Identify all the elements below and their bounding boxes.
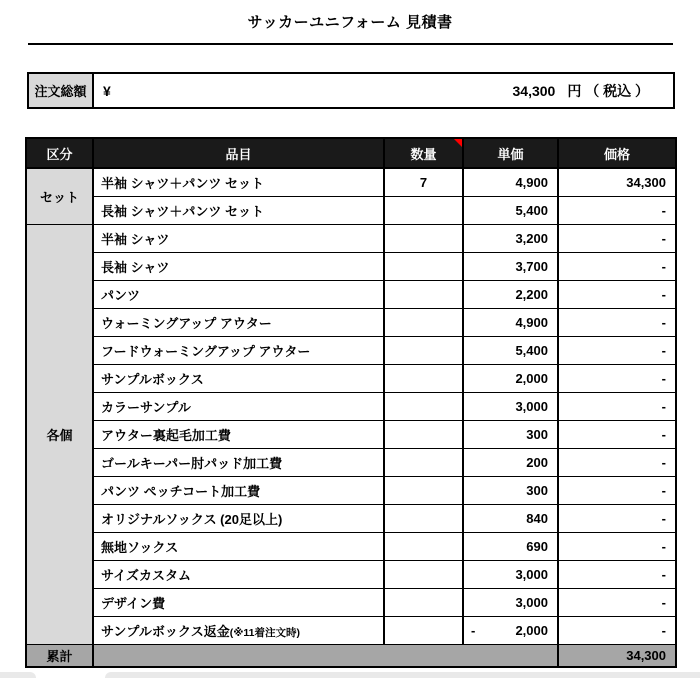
item-note: (※11着注文時) — [229, 626, 301, 639]
unit-price-cell[interactable]: 200 — [463, 448, 558, 476]
order-total-value-cell[interactable] — [94, 74, 673, 107]
page-title: サッカーユニフォーム 見積書 — [247, 14, 453, 31]
unit-price-cell[interactable]: 2,200 — [463, 280, 558, 308]
table-row — [26, 504, 676, 532]
price-cell[interactable]: - — [558, 476, 676, 504]
price-cell[interactable]: - — [558, 336, 676, 364]
unit-price-cell[interactable]: 3,000 — [463, 392, 558, 420]
col-header-category[interactable]: 区分 — [26, 138, 93, 168]
item-cell[interactable]: パンツ ペッチコート加工費 — [93, 476, 384, 504]
price-cell[interactable]: - — [558, 448, 676, 476]
table-row — [26, 280, 676, 308]
unit-price-cell[interactable]: 300 — [463, 420, 558, 448]
qty-cell[interactable] — [384, 504, 463, 532]
unit-price-cell[interactable]: 5,400 — [463, 336, 558, 364]
unit-price-cell[interactable]: 2,000 — [463, 364, 558, 392]
grand-total-row — [26, 644, 676, 667]
price-cell[interactable]: - — [558, 560, 676, 588]
unit-price-cell[interactable]: 3,200 — [463, 224, 558, 252]
item-cell[interactable]: 長袖 シャツ＋パンツ セット — [93, 196, 384, 224]
unit-price-cell[interactable]: 690 — [463, 532, 558, 560]
qty-cell[interactable] — [384, 560, 463, 588]
unit-price-cell[interactable]: 840 — [463, 504, 558, 532]
unit-price-cell[interactable]: 4,900 — [463, 168, 558, 196]
table-header-row — [26, 138, 676, 168]
price-cell[interactable]: - — [558, 616, 676, 644]
qty-cell[interactable] — [384, 308, 463, 336]
qty-cell[interactable] — [384, 588, 463, 616]
qty-cell[interactable] — [384, 448, 463, 476]
price-cell[interactable]: 34,300 — [558, 168, 676, 196]
table-row — [26, 588, 676, 616]
table-row — [26, 420, 676, 448]
price-cell[interactable]: - — [558, 532, 676, 560]
item-cell[interactable]: 半袖 シャツ — [93, 224, 384, 252]
price-cell[interactable]: - — [558, 364, 676, 392]
qty-cell[interactable] — [384, 476, 463, 504]
price-cell[interactable]: - — [558, 588, 676, 616]
unit-price-cell[interactable]: - 2,000 — [463, 616, 558, 644]
price-cell[interactable]: - — [558, 224, 676, 252]
col-header-item[interactable]: 品目 — [93, 138, 384, 168]
item-cell[interactable]: ウォーミングアップ アウター — [93, 308, 384, 336]
qty-cell[interactable] — [384, 364, 463, 392]
price-cell[interactable]: - — [558, 252, 676, 280]
grand-total-price[interactable]: 34,300 — [558, 644, 676, 667]
unit-price-cell[interactable]: 3,700 — [463, 252, 558, 280]
qty-cell[interactable] — [384, 196, 463, 224]
tab-remnant-left — [0, 672, 36, 678]
item-cell[interactable]: サンプルボックス — [93, 364, 384, 392]
qty-cell[interactable] — [384, 336, 463, 364]
qty-cell[interactable] — [384, 392, 463, 420]
price-cell[interactable]: - — [558, 420, 676, 448]
table-row — [26, 476, 676, 504]
qty-cell[interactable] — [384, 616, 463, 644]
qty-cell[interactable] — [384, 280, 463, 308]
table-row — [26, 448, 676, 476]
price-cell[interactable]: - — [558, 308, 676, 336]
order-total-suffix: 円 （ 税込 ） — [567, 82, 649, 99]
order-total-box — [27, 72, 675, 109]
item-cell[interactable]: 無地ソックス — [93, 532, 384, 560]
col-header-qty-label: 数量 — [410, 146, 437, 162]
table-row — [26, 336, 676, 364]
qty-cell[interactable]: 7 — [384, 168, 463, 196]
price-cell[interactable]: - — [558, 196, 676, 224]
table-row — [26, 196, 676, 224]
category-cell[interactable]: セット — [26, 168, 93, 224]
table-row — [26, 168, 676, 196]
unit-price-cell[interactable]: 5,400 — [463, 196, 558, 224]
category-cell[interactable]: 各個 — [26, 224, 93, 644]
order-total-amount: 34,300 — [512, 82, 556, 99]
item-cell[interactable]: アウター裏起毛加工費 — [93, 420, 384, 448]
quote-table-body — [26, 168, 676, 644]
item-cell[interactable]: 長袖 シャツ — [93, 252, 384, 280]
item-cell[interactable]: カラーサンプル — [93, 392, 384, 420]
comment-marker-icon — [454, 139, 462, 147]
qty-cell[interactable] — [384, 532, 463, 560]
order-total-label: 注文総額 — [29, 74, 94, 107]
unit-price-cell[interactable]: 4,900 — [463, 308, 558, 336]
negative-sign: - — [471, 622, 476, 638]
grand-total-spacer[interactable] — [93, 644, 558, 667]
table-row — [26, 224, 676, 252]
table-row — [26, 560, 676, 588]
table-row — [26, 392, 676, 420]
item-cell[interactable]: サイズカスタム — [93, 560, 384, 588]
col-header-unit-price[interactable]: 単価 — [463, 138, 558, 168]
price-cell[interactable]: - — [558, 280, 676, 308]
col-header-price[interactable]: 価格 — [558, 138, 676, 168]
table-row — [26, 532, 676, 560]
item-cell[interactable]: ゴールキーパー肘パッド加工費 — [93, 448, 384, 476]
quotation-table — [25, 137, 677, 668]
item-cell[interactable]: 半袖 シャツ＋パンツ セット — [93, 168, 384, 196]
price-cell[interactable]: - — [558, 392, 676, 420]
table-row — [26, 364, 676, 392]
item-cell[interactable]: デザイン費 — [93, 588, 384, 616]
currency-symbol: ¥ — [103, 82, 111, 99]
title-underline — [28, 43, 673, 45]
item-cell[interactable]: フードウォーミングアップ アウター — [93, 336, 384, 364]
table-row — [26, 616, 676, 644]
unit-price-cell[interactable]: 300 — [463, 476, 558, 504]
grand-total-label[interactable]: 累計 — [26, 644, 93, 667]
item-cell[interactable]: オリジナルソックス (20足以上) — [93, 504, 384, 532]
qty-cell[interactable] — [384, 224, 463, 252]
table-row — [26, 252, 676, 280]
unit-price-cell[interactable]: 3,000 — [463, 588, 558, 616]
qty-cell[interactable] — [384, 420, 463, 448]
unit-price-cell[interactable]: 3,000 — [463, 560, 558, 588]
qty-cell[interactable] — [384, 252, 463, 280]
item-cell[interactable]: サンプルボックス返金(※11着注文時) — [93, 616, 384, 644]
price-cell[interactable]: - — [558, 504, 676, 532]
table-row — [26, 308, 676, 336]
tab-remnant-right — [105, 672, 700, 678]
col-header-qty[interactable] — [384, 138, 463, 168]
item-cell[interactable]: パンツ — [93, 280, 384, 308]
